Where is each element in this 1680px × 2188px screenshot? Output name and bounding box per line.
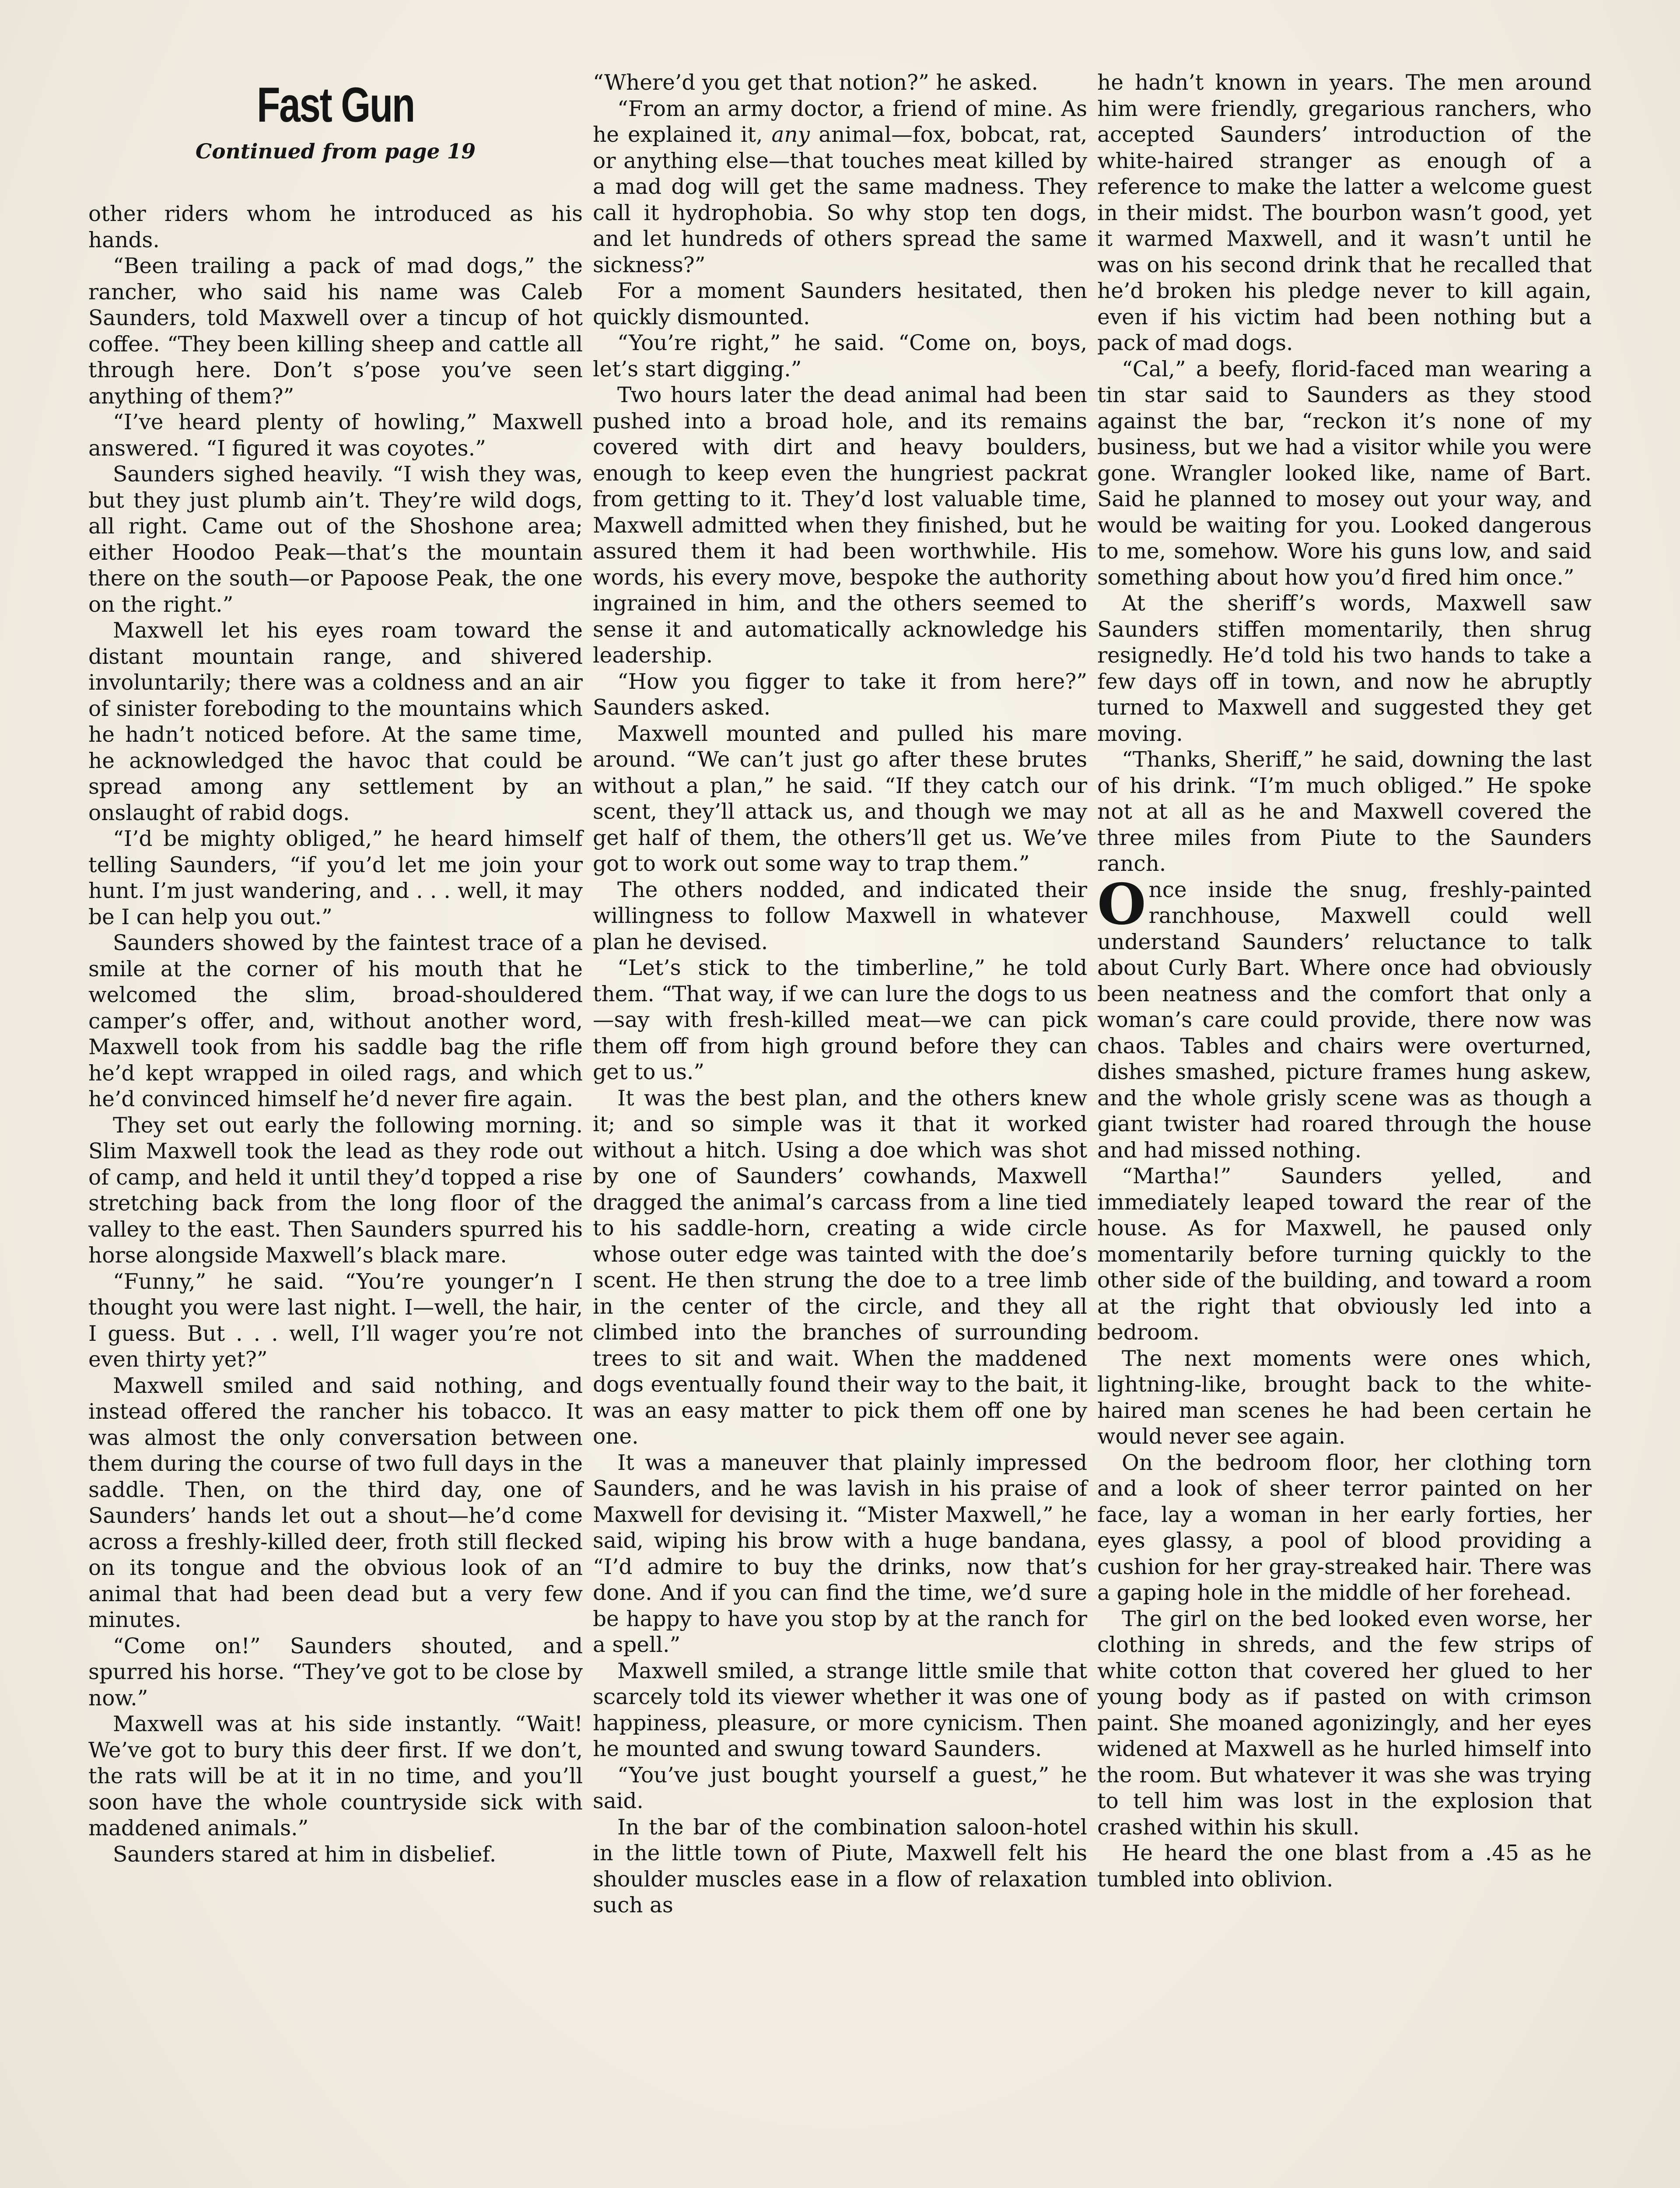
story-title: Fast Gun: [257, 77, 414, 132]
paragraph: They set out early the following morning. Slim Maxwell took the lead as they rode out of camp, and held it until they’d topped a rise stretching back from the long floor of the valley to the east. Then Saunders spurred his horse alongside Maxwell’s black mare.: [88, 1113, 583, 1268]
paragraph: For a moment Saunders hesitated, then quickly dismounted.: [593, 279, 1087, 330]
paragraph: “I’d be mighty obliged,” he heard himself telling Saunders, “if you’d let me join your hunt. I’m just wandering, and . . . well, it may be I can help you out.”: [88, 827, 583, 929]
paragraph: On the bedroom floor, her clothing torn and a look of sheer terror painted on her face, lay a woman in her early forties, her eyes glassy, a pool of blood providing a cushion for her gray-streaked hair. There was a gaping hole in the middle of her forehead.: [1097, 1450, 1592, 1605]
paragraph: The others nodded, and indicated their willingness to follow Maxwell in whatever plan he devised.: [593, 877, 1087, 954]
paragraph: “Cal,” a beefy, florid-faced man wearing a tin star said to Saunders as they stood against the bar, “reckon it’s none of my business, but we had a visitor while you were gone. Wrangler looked like, name of Bart. Said he planned to mosey out your way, and would be waiting for you. Looked dangerous to me, somehow. Wore his guns low, and said something about how you’d fired him once.”: [1097, 357, 1592, 590]
story-header: [88, 77, 583, 164]
column-1: [88, 201, 583, 1868]
drop-cap: O: [1097, 871, 1146, 937]
paragraph: Two hours later the dead animal had been pushed into a broad hole, and its remains covered with dirt and heavy boulders, enough to keep even the hungriest packrat from getting to it. They’d lost valuable time, Maxwell admitted when they finished, but he assured them it had been worthwhile. His words, his every move, bespoke the authority ingrained in him, and the others seemed to sense it and automatically acknowledge his leadership.: [593, 383, 1087, 668]
paragraph: “You’re right,” he said. “Come on, boys, let’s start digging.”: [593, 331, 1087, 382]
paragraph: “Come on!” Saunders shouted, and spurred his horse. “They’ve got to be close by now.”: [88, 1634, 583, 1711]
paragraph: he hadn’t known in years. The men around him were friendly, gregarious ranchers, who accepted Saunders’ introduction of the white-haired stranger as enough of a reference to make the latter a welcome guest in their midst. The bourbon wasn’t good, yet it warmed Maxwell, and it wasn’t until he was on his second drink that he recalled that he’d broken his pledge never to kill again, even if his victim had been nothing but a pack of mad dogs.: [1097, 70, 1592, 355]
paragraph: other riders whom he introduced as his hands.: [88, 202, 583, 252]
paragraph: The next moments were ones which, lightning-like, brought back to the white-haired man scenes he had been certain he would never see again.: [1097, 1346, 1592, 1449]
paragraph: Maxwell was at his side instantly. “Wait! We’ve got to bury this deer first. If we don’t, the rats will be at it in no time, and you’ll soon have the whole countryside sick with maddened animals.”: [88, 1712, 583, 1841]
paragraph: At the sheriff’s words, Maxwell saw Saunders stiffen momentarily, then shrug resignedly. He’d told his two hands to take a few days off in town, and now he abruptly turned to Maxwell and suggested they get moving.: [1097, 591, 1592, 746]
paragraph: It was the best plan, and the others knew it; and so simple was it that it worked without a hitch. Using a doe which was shot by one of Saunders’ cowhands, Maxwell dragged the animal’s carcass from a line tied to his saddle-horn, creating a wide circle whose outer edge was tainted with the doe’s scent. He then strung the doe to a tree limb in the center of the circle, and they all climbed into the branches of surrounding trees to sit and wait. When the maddened dogs eventually found their way to the bait, it was an easy matter to pick them off one by one.: [593, 1086, 1087, 1449]
paragraph: “I’ve heard plenty of howling,” Maxwell answered. “I figured it was coyotes.”: [88, 410, 583, 461]
section-opening-paragraph: [1097, 871, 1592, 1164]
paragraph: Saunders sighed heavily. “I wish they was, but they just plumb ain’t. They’re wild dogs, all right. Came out of the Shoshone area; either Hoodoo Peak—that’s the mountain there on the south—or Papoose Peak, the one on the right.”: [88, 462, 583, 617]
continued-note: Continued from page 19: [195, 140, 476, 164]
paragraph: Saunders stared at him in disbelief.: [113, 1842, 497, 1867]
paragraph: Saunders showed by the faintest trace of a smile at the corner of his mouth that he welcomed the slim, broad-shouldered camper’s offer, and, without another word, Maxwell took from his saddle bag the rifle he’d kept wrapped in oiled rags, and which he’d convinced himself he’d never fire again.: [88, 931, 583, 1112]
paragraph: “Where’d you get that notion?” he asked.: [593, 70, 1038, 95]
paragraph: “From an army doctor, a friend of mine. As he explained it, any animal—fox, bobcat, rat, or anything else—that touches meat killed by a mad dog will get the same madness. They call it hydrophobia. So why stop ten dogs, and let hundreds of others spread the same sickness?”: [593, 96, 1087, 277]
paragraph: Maxwell smiled and said nothing, and instead offered the rancher his tobacco. It was almost the only conversation between them during the course of two full days in the saddle. Then, on the third day, one of Saunders’ hands let out a shout—he’d come across a freshly-killed deer, froth still flecked on its tongue and the obvious look of an animal that had been dead but a very few minutes.: [88, 1373, 583, 1632]
paragraph: Maxwell smiled, a strange little smile that scarcely told its viewer whether it was one of happiness, pleasure, or more cynicism. Then he mounted and swung toward Saunders.: [593, 1659, 1087, 1761]
paragraph: “Thanks, Sheriff,” he said, downing the last of his drink. “I’m much obliged.” He spoke not at all as he and Maxwell covered the three miles from Piute to the Saunders ranch.: [1097, 747, 1592, 876]
paragraph: He heard the one blast from a .45 as he tumbled into oblivion.: [1097, 1841, 1592, 1892]
paragraph: The girl on the bed looked even worse, her clothing in shreds, and the few strips of white cotton that covered her glued to her young body as if pasted on with crimson paint. She moaned agonizingly, and her eyes widened at Maxwell as he hurled himself into the room. But whatever it was she was trying to tell him was lost in the explosion that crashed within his skull.: [1097, 1606, 1592, 1840]
paragraph: “Been trailing a pack of mad dogs,” the rancher, who said his name was Caleb Saunders, told Maxwell over a tincup of hot coffee. “They been killing sheep and cattle all through here. Don’t s’pose you’ve seen anything of them?”: [88, 254, 583, 409]
paragraph: It was a maneuver that plainly impressed Saunders, and he was lavish in his praise of Maxwell for devising it. “Mister Maxwell,” he said, wiping his brow with a huge bandana, “I’d admire to buy the drinks, now that’s done. And if you can find the time, we’d sure be happy to have you stop by at the ranch for a spell.”: [593, 1450, 1087, 1657]
drop-cap-rest: nce inside the snug, freshly-painted ranchhouse, Maxwell could well understand Saunders’ reluctance to talk about Curly Bart. Where once had obviously been neatness and the comfort that only a woman’s care could provide, there now was chaos. Tables and chairs were overturned, dishes smashed, picture frames hung askew, and the whole grisly scene was as though a giant twister had roared through the house and had missed nothing.: [1097, 877, 1592, 1163]
paragraph: “You’ve just bought yourself a guest,” he said.: [593, 1763, 1087, 1813]
paragraph: “Funny,” he said. “You’re younger’n I thought you were last night. I—well, the hair, I guess. But . . . well, I’ll wager you’re not even thirty yet?”: [88, 1269, 583, 1372]
paragraph: “Martha!” Saunders yelled, and immediately leaped toward the rear of the house. As for Maxwell, he paused only momentarily before turning quickly to the other side of the building, and toward a room at the right that obviously led into a bedroom.: [1097, 1164, 1592, 1345]
paragraph: Maxwell mounted and pulled his mare around. “We can’t just go after these brutes without a plan,” he said. “If they catch our scent, they’ll attack us, and though we may get half of them, the others’ll get us. We’ve got to work out some way to trap them.”: [593, 721, 1087, 876]
paragraph: In the bar of the combination saloon-hotel in the little town of Piute, Maxwell felt his shoulder muscles ease in a flow of relaxation such as: [593, 1815, 1087, 1918]
paragraph: Maxwell let his eyes roam toward the distant mountain range, and shivered involuntarily; there was a coldness and an air of sinister foreboding to the mountains which he hadn’t noticed before. At the same time, he acknowledged the havoc that could be spread among any settlement by an onslaught of rabid dogs.: [88, 618, 583, 825]
column-3: [1097, 70, 1592, 1893]
column-2: [593, 70, 1087, 1919]
paragraph: “Let’s stick to the timberline,” he told them. “That way, if we can lure the dogs to us—say with fresh-killed meat—we can pick them off from high ground before they can get to us.”: [593, 956, 1087, 1084]
paragraph: “How you figger to take it from here?” Saunders asked.: [593, 669, 1087, 720]
